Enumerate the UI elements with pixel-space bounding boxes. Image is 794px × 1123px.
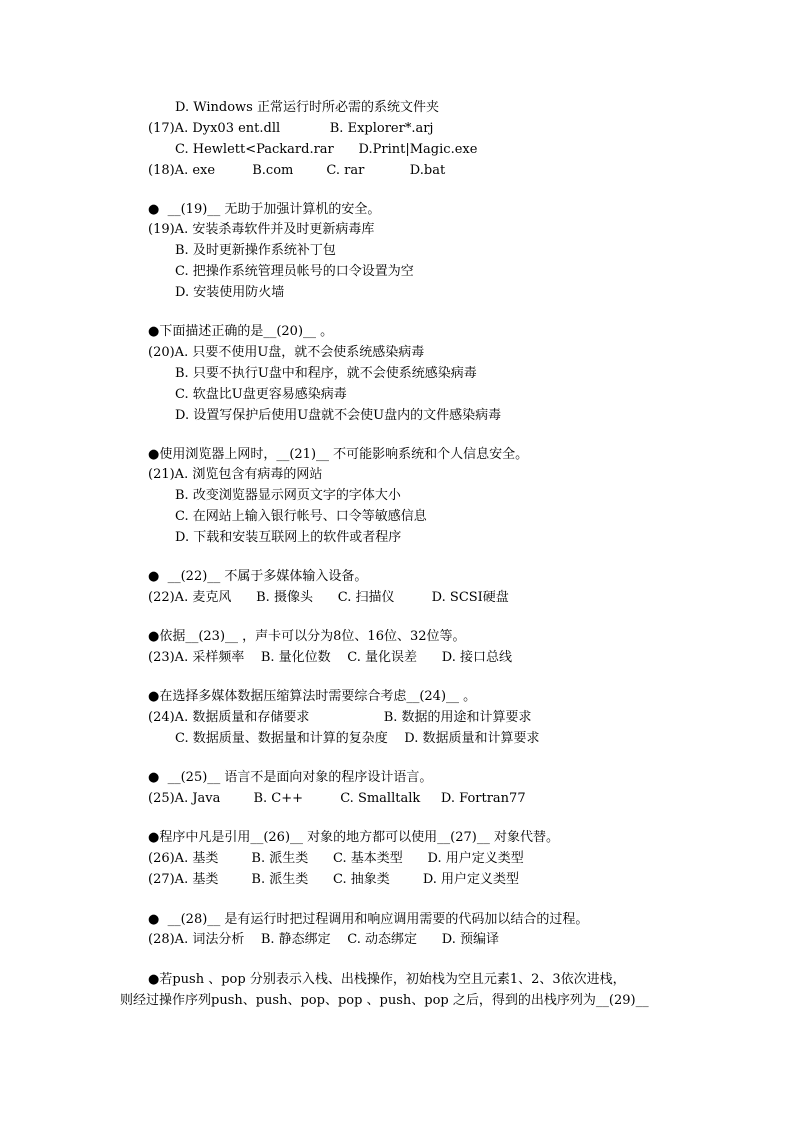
text-line: D. 安装使用防火墙 xyxy=(175,285,285,300)
text-line: C. 软盘比U盘更容易感染病毒 xyxy=(175,387,347,402)
text-line: (24)A. 数据质量和存储要求 B. 数据的用途和计算要求 xyxy=(148,710,532,725)
text-line: C. Hewlett<Packard.rar D.Print|Magic.exe xyxy=(175,142,478,157)
text-line: B. 只要不执行U盘中和程序，就不会使系统感染病毒 xyxy=(175,366,477,381)
text-line: (25)A. Java B. C++ C. Smalltalk D. Fortran77 xyxy=(148,791,526,806)
text-line: (17)A. Dyx03 ent.dll B. Explorer*.arj xyxy=(148,121,434,136)
text-line: D. 设置写保护后使用U盘就不会使U盘内的文件感染病毒 xyxy=(175,408,502,423)
text-line: C. 在网站上输入银行帐号、口令等敏感信息 xyxy=(175,509,427,524)
question-stem: ● __(22)__ 不属于多媒体输入设备。 xyxy=(148,569,368,584)
text-line: (21)A. 浏览包含有病毒的网站 xyxy=(148,467,323,482)
question-stem: ●若push 、pop 分别表示入栈、出栈操作，初始栈为空且元素1、2、3依次进栈， xyxy=(148,972,626,987)
text-line: (26)A. 基类 B. 派生类 C. 基本类型 D. 用户定义类型 xyxy=(148,851,524,866)
text-line: (20)A. 只要不使用U盘，就不会使系统感染病毒 xyxy=(148,345,425,360)
text-line: (23)A. 采样频率 B. 量化位数 C. 量化误差 D. 接口总线 xyxy=(148,650,512,665)
question-stem: ● __(19)__ 无助于加强计算机的安全。 xyxy=(148,202,381,217)
question-stem: ● __(28)__ 是有运行时把过程调用和响应调用需要的代码加以结合的过程。 xyxy=(148,912,589,927)
question-stem: ●依据__(23)__ ，声卡可以分为8位、16位、32位等。 xyxy=(148,629,466,644)
text-line: B. 改变浏览器显示网页文字的字体大小 xyxy=(175,488,401,503)
text-line: (28)A. 词法分析 B. 静态绑定 C. 动态绑定 D. 预编译 xyxy=(148,932,499,947)
question-stem: ●在选择多媒体数据压缩算法时需要综合考虑__(24)__ 。 xyxy=(148,689,477,704)
text-line: (27)A. 基类 B. 派生类 C. 抽象类 D. 用户定义类型 xyxy=(148,872,520,887)
text-line: D. Windows 正常运行时所必需的系统文件夹 xyxy=(175,100,439,115)
question-stem: ● __(25)__ 语言不是面向对象的程序设计语言。 xyxy=(148,770,433,785)
question-stem: ●程序中凡是引用__(26)__ 对象的地方都可以使用__(27)__ 对象代替。 xyxy=(148,830,559,845)
text-line: C. 数据质量、数据量和计算的复杂度 D. 数据质量和计算要求 xyxy=(175,731,540,746)
text-line: C. 把操作系统管理员帐号的口令设置为空 xyxy=(175,264,414,279)
question-stem: ●下面描述正确的是__(20)__ 。 xyxy=(148,324,334,339)
text-line: (22)A. 麦克风 B. 摄像头 C. 扫描仪 D. SCSI硬盘 xyxy=(148,590,509,605)
text-line: D. 下载和安装互联网上的软件或者程序 xyxy=(175,530,402,545)
text-line: B. 及时更新操作系统补丁包 xyxy=(175,243,336,258)
text-line: (18)A. exe B.com C. rar D.bat xyxy=(148,163,446,178)
text-line: (19)A. 安装杀毒软件并及时更新病毒库 xyxy=(148,222,375,237)
text-line: 则经过操作序列push、push、pop、pop 、push、pop 之后，得到的出栈序列为__(29)__ xyxy=(120,993,649,1008)
question-stem: ●使用浏览器上网时，__(21)__ 不可能影响系统和个人信息安全。 xyxy=(148,447,529,462)
